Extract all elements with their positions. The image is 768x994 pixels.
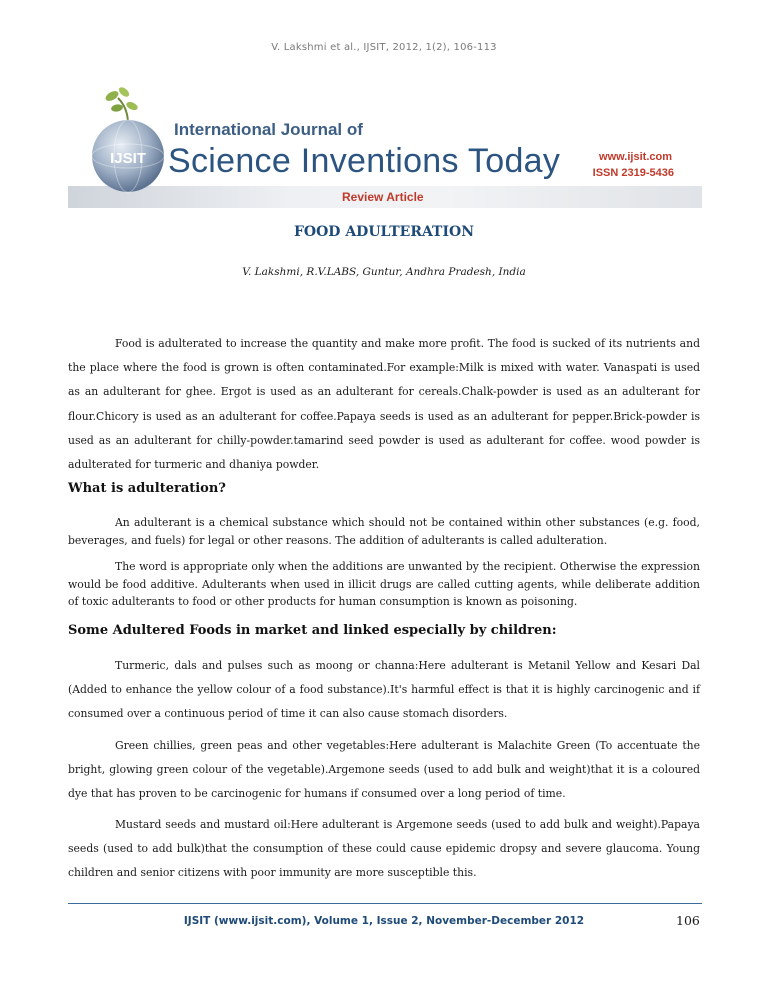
page-number: 106: [676, 913, 700, 928]
article-type: Review Article: [342, 190, 424, 204]
intro-paragraph: Food is adulterated to increase the quantity and make more profit. The food is sucked of its nutrients and the place where the food is grown is often contaminated.For example:Milk is mixed with water. Vanaspati is used as an adulterant for ghee. Ergot is used as an adulterant for cereals.Chalk-powder is used as an adulterant for flour.Chicory is used as an adulterant for coffee.Papaya seeds is used as an adulterant for pepper.Brick-powder is used as an adulterant for chilly-powder.tamarind seed powder is used as adulterant for coffee. wood powder is adulterated for turmeric and dhaniya powder.: [68, 337, 700, 472]
article-author: V. Lakshmi, R.V.LABS, Guntur, Andhra Pradesh, India: [242, 266, 526, 278]
article-title: FOOD ADULTERATION: [293, 224, 475, 240]
globe-logo-icon: [84, 84, 172, 194]
section2-paragraph-green-chillies: Green chillies, green peas and other vegetables:Here adulterant is Malachite Green (To accentuate the bright, glowing green colour of the vegetable).Argemone seeds (used to add bulk and weight)that it is a coloured dye that has proven to be carcinogenic for humans if consumed over a long period of time.: [68, 739, 700, 801]
running-head: V. Lakshmi et al., IJSIT, 2012, 1(2), 106-113: [271, 42, 497, 53]
journal-url[interactable]: www.ijsit.com: [599, 151, 672, 163]
journal-banner: [68, 80, 702, 208]
footer-rule: [68, 903, 702, 904]
section-heading-what-is-adulteration: What is adulteration?: [68, 481, 226, 496]
section-heading-adultered-foods: Some Adultered Foods in market and linked especially by children:: [68, 623, 557, 638]
section2-paragraph-mustard: Mustard seeds and mustard oil:Here adulterant is Argemone seeds (used to add bulk and weight).Papaya seeds (used to add bulk)that the consumption of these could cause epidemic dropsy and severe glaucoma. Young children and senior citizens with poor immunity are more susceptible this.: [68, 818, 700, 880]
section1-paragraph-2: The word is appropriate only when the additions are unwanted by the recipient. Otherwise the expression would be food additive. Adulterants when used in illicit drugs are called cutting agents, while deliberate addition of toxic adulterants to food or other products for human consumption is known as poisoning.: [68, 560, 700, 608]
section1-paragraph-1: An adulterant is a chemical substance which should not be contained within other substances (e.g. food, beverages, and fuels) for legal or other reasons. The addition of adulterants is called adulteration.: [68, 516, 700, 547]
journal-issn: ISSN 2319-5436: [592, 167, 674, 179]
section2-paragraph-turmeric: Turmeric, dals and pulses such as moong or channa:Here adulterant is Metanil Yellow and Kesari Dal (Added to enhance the yellow colour of a food substance).It's harmful effect is that it is highly carcinogenic and if consumed over a continuous period of time it can also cause stomach disorders.: [68, 659, 700, 721]
footer-journal-info: IJSIT (www.ijsit.com), Volume 1, Issue 2, November-December 2012: [183, 915, 585, 927]
journal-name-line2: Science Inventions Today: [168, 142, 561, 180]
journal-name-line1: International Journal of: [174, 120, 363, 139]
logo-text: IJSIT: [110, 150, 146, 167]
